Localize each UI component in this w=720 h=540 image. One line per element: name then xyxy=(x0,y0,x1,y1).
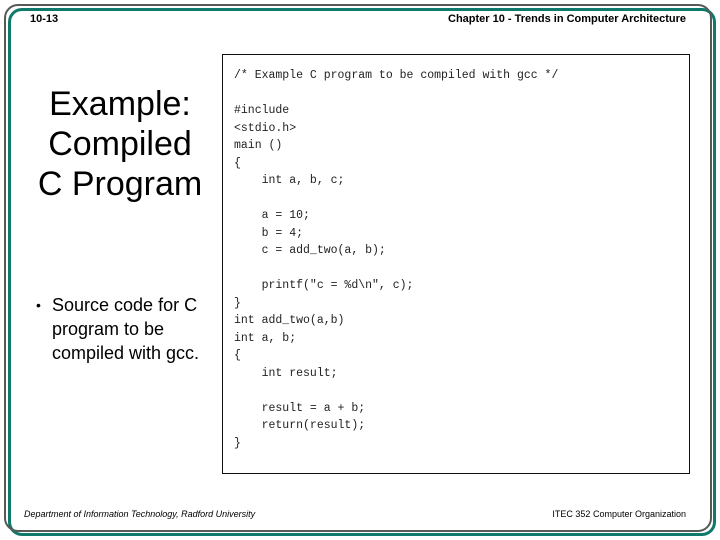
slide-title xyxy=(22,84,218,204)
title-line: Example: xyxy=(49,85,191,123)
bullet-list xyxy=(36,293,216,365)
bullet-item xyxy=(36,293,216,365)
slide-number: 10-13 xyxy=(30,13,59,25)
bullet-text: Source code for C program to be compiled with gcc. xyxy=(52,295,200,363)
chapter-title: Chapter 10 - Trends in Computer Architecture xyxy=(448,13,686,25)
title-line: Compiled xyxy=(48,125,192,163)
code-listing: /* Example C program to be compiled with gcc */ #include <stdio.h> main () { int a, b, c; a = 10; b = 4; c = add_two(a, b); printf("c = %d\n", c); } int add_two(a,b) int a, b; { int result; result = a + b; return(result); } xyxy=(234,69,559,450)
title-line: C Program xyxy=(37,165,203,203)
bullet-icon: • xyxy=(36,297,41,313)
footer-department: Department of Information Technology, Radford University xyxy=(24,509,256,519)
footer-course: ITEC 352 Computer Organization xyxy=(552,509,686,519)
